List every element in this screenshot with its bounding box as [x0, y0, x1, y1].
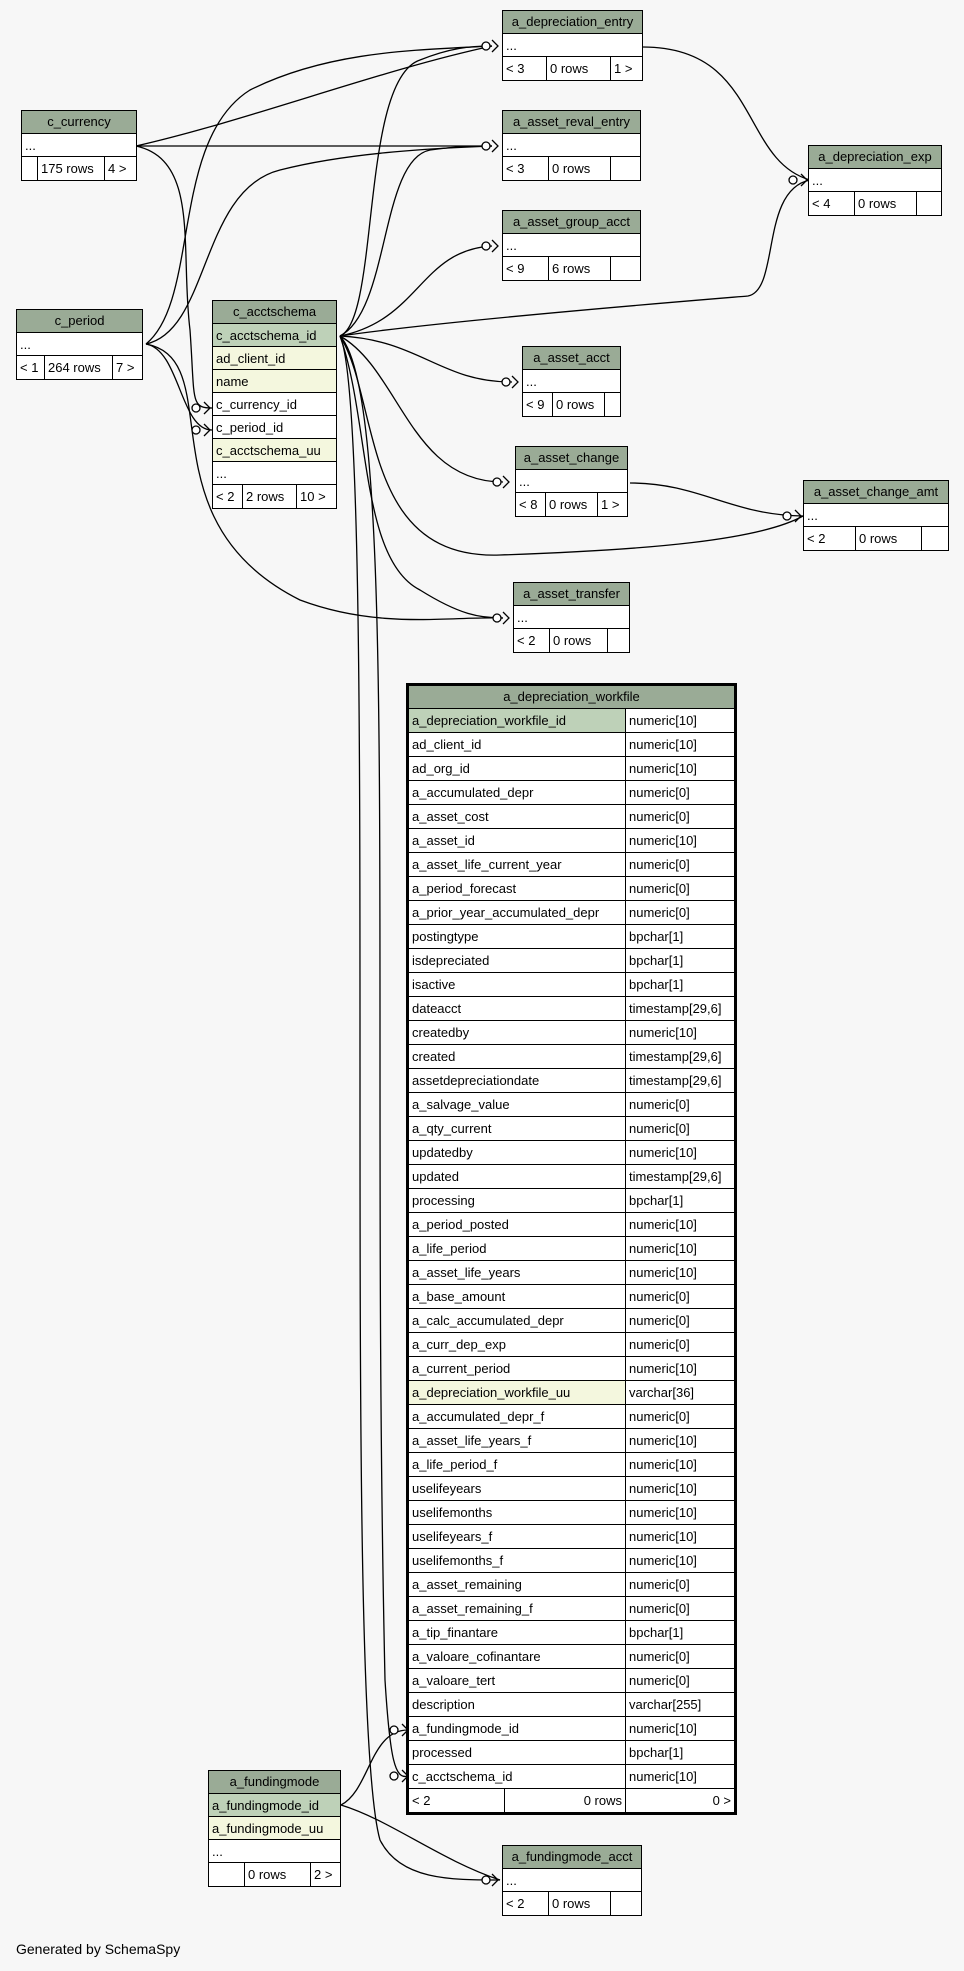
column-row[interactable] — [409, 1717, 734, 1741]
column-type: numeric[0] — [629, 1409, 690, 1424]
column-row[interactable]: c_acctschema_uu — [213, 439, 336, 462]
table-a_asset_group_acct[interactable] — [502, 210, 641, 281]
column-type: numeric[0] — [629, 1121, 690, 1136]
column-type: numeric[10] — [629, 1769, 697, 1784]
column-row[interactable]: ad_client_id — [213, 347, 336, 370]
column-row[interactable]: ... — [503, 34, 642, 57]
table-header: a_asset_acct — [523, 347, 620, 370]
column-name: a_asset_remaining_f — [409, 1597, 626, 1620]
parents-count[interactable]: < 2 — [503, 1892, 549, 1915]
column-name: isdepreciated — [409, 949, 626, 972]
column-row[interactable] — [409, 805, 734, 829]
column-type: numeric[0] — [629, 881, 690, 896]
column-row[interactable]: ... — [503, 134, 640, 157]
row-count: 0 rows — [553, 393, 605, 416]
column-type: numeric[10] — [629, 833, 697, 848]
column-row[interactable]: ... — [209, 1840, 340, 1863]
column-row[interactable] — [409, 1333, 734, 1357]
column-type: numeric[10] — [629, 1265, 697, 1280]
column-row[interactable] — [409, 781, 734, 805]
row-count: 0 rows — [549, 1892, 611, 1915]
table-footer — [523, 393, 620, 416]
column-row[interactable]: ... — [514, 606, 629, 629]
row-count: 0 rows — [245, 1863, 311, 1886]
column-row[interactable]: ... — [22, 134, 136, 157]
column-type: numeric[0] — [629, 1313, 690, 1328]
column-name: updated — [409, 1165, 626, 1188]
table-footer — [209, 1863, 340, 1886]
table-footer — [17, 356, 142, 379]
column-type: varchar[36] — [629, 1385, 695, 1400]
row-count: 0 rows — [547, 57, 611, 80]
table-footer — [514, 629, 629, 652]
column-type: timestamp[29,6] — [629, 1169, 722, 1184]
column-row[interactable]: ... — [809, 169, 941, 192]
column-name: a_asset_id — [409, 829, 626, 852]
column-type: numeric[0] — [629, 1337, 690, 1352]
table-header: a_fundingmode — [209, 1771, 340, 1794]
column-type: bpchar[1] — [629, 977, 684, 992]
column-row[interactable] — [409, 1525, 734, 1549]
table-header: a_asset_change — [516, 447, 627, 470]
row-count: 6 rows — [549, 257, 611, 280]
column-name: updatedby — [409, 1141, 626, 1164]
column-name: description — [409, 1693, 626, 1716]
column-type: numeric[0] — [629, 1577, 690, 1592]
generated-by-note: Generated by SchemaSpy — [16, 1941, 181, 1957]
column-type: numeric[10] — [629, 1025, 697, 1040]
children-count[interactable] — [608, 629, 629, 652]
column-type: numeric[10] — [629, 1505, 697, 1520]
table-a_fundingmode[interactable] — [208, 1770, 341, 1887]
column-row[interactable] — [409, 1405, 734, 1429]
column-name: processed — [409, 1741, 626, 1764]
column-row[interactable]: a_fundingmode_id — [209, 1794, 340, 1817]
column-type: numeric[10] — [629, 1361, 697, 1376]
column-name: a_salvage_value — [409, 1093, 626, 1116]
children-count[interactable]: 1 > — [614, 61, 633, 76]
column-name: processing — [409, 1189, 626, 1212]
column-type: numeric[10] — [629, 1721, 697, 1736]
column-name: a_asset_life_years — [409, 1261, 626, 1284]
children-count[interactable]: 2 > — [314, 1867, 333, 1882]
column-type: numeric[10] — [629, 1433, 697, 1448]
row-count: 0 rows — [550, 629, 608, 652]
column-name: a_life_period — [409, 1237, 626, 1260]
column-row[interactable] — [409, 1093, 734, 1117]
column-row[interactable] — [409, 1765, 734, 1789]
column-name: a_asset_life_current_year — [409, 853, 626, 876]
table-a_asset_transfer[interactable] — [513, 582, 630, 653]
children-count[interactable] — [605, 393, 620, 416]
column-row[interactable]: a_fundingmode_uu — [209, 1817, 340, 1840]
column-name: a_depreciation_workfile_id — [409, 709, 626, 732]
table-footer — [213, 485, 336, 508]
column-row[interactable] — [409, 1309, 734, 1333]
column-type: numeric[0] — [629, 1289, 690, 1304]
parents-count[interactable]: < 3 — [503, 157, 549, 180]
column-type: timestamp[29,6] — [629, 1049, 722, 1064]
column-row[interactable] — [409, 901, 734, 925]
column-row[interactable] — [409, 1741, 734, 1765]
column-type: numeric[10] — [629, 1241, 697, 1256]
column-type: numeric[0] — [629, 785, 690, 800]
column-name: a_period_forecast — [409, 877, 626, 900]
column-type: bpchar[1] — [629, 1625, 684, 1640]
column-name: a_calc_accumulated_depr — [409, 1309, 626, 1332]
parents-count[interactable]: < 8 — [516, 493, 546, 516]
column-row[interactable] — [409, 1213, 734, 1237]
table-header: a_asset_reval_entry — [503, 111, 640, 134]
column-type: bpchar[1] — [629, 1193, 684, 1208]
table-header: a_asset_transfer — [514, 583, 629, 606]
column-name: assetdepreciationdate — [409, 1069, 626, 1092]
column-name: a_depreciation_workfile_uu — [409, 1381, 626, 1404]
row-count: 175 rows — [38, 157, 105, 180]
table-footer — [804, 527, 948, 550]
column-row[interactable] — [409, 1573, 734, 1597]
column-row[interactable]: c_acctschema_id — [213, 324, 336, 347]
column-name: a_asset_remaining — [409, 1573, 626, 1596]
column-row[interactable] — [409, 1381, 734, 1405]
table-c_currency[interactable] — [21, 110, 137, 181]
column-type: bpchar[1] — [629, 929, 684, 944]
column-name: postingtype — [409, 925, 626, 948]
column-name: uselifeyears_f — [409, 1525, 626, 1548]
column-name: createdby — [409, 1021, 626, 1044]
table-c_period[interactable] — [16, 309, 143, 380]
column-name: a_tip_finantare — [409, 1621, 626, 1644]
column-row[interactable] — [409, 925, 734, 949]
parents-count[interactable]: < 9 — [503, 257, 549, 280]
column-row[interactable]: ... — [804, 504, 948, 527]
column-name: a_qty_current — [409, 1117, 626, 1140]
column-row[interactable] — [409, 949, 734, 973]
column-name: a_curr_dep_exp — [409, 1333, 626, 1356]
column-name: uselifeyears — [409, 1477, 626, 1500]
column-row[interactable] — [409, 1549, 734, 1573]
row-count: 2 rows — [243, 485, 297, 508]
column-row[interactable] — [409, 877, 734, 901]
column-name: ad_org_id — [409, 757, 626, 780]
column-name: a_life_period_f — [409, 1453, 626, 1476]
parents-count[interactable] — [209, 1863, 245, 1886]
column-row[interactable] — [409, 1501, 734, 1525]
row-count: 0 rows — [546, 493, 598, 516]
column-type: varchar[255] — [629, 1697, 702, 1712]
table-a_depreciation_workfile[interactable] — [406, 683, 737, 1815]
column-row[interactable]: ... — [523, 370, 620, 393]
column-type: numeric[0] — [629, 1673, 690, 1688]
column-type: numeric[0] — [629, 1601, 690, 1616]
column-row[interactable]: name — [213, 370, 336, 393]
row-count: 0 rows — [856, 527, 922, 550]
column-type: numeric[0] — [629, 857, 690, 872]
table-header: a_asset_group_acct — [503, 211, 640, 234]
column-row[interactable] — [409, 1429, 734, 1453]
table-a_asset_reval_entry[interactable] — [502, 110, 641, 181]
column-row[interactable] — [409, 1045, 734, 1069]
column-row[interactable]: ... — [516, 470, 627, 493]
column-type: numeric[0] — [629, 1649, 690, 1664]
table-footer — [809, 192, 941, 215]
column-row[interactable]: c_currency_id — [213, 393, 336, 416]
column-type: numeric[0] — [629, 809, 690, 824]
column-row[interactable] — [409, 829, 734, 853]
column-row[interactable] — [409, 1261, 734, 1285]
table-footer — [503, 257, 640, 280]
column-row[interactable] — [409, 1645, 734, 1669]
table-header: a_fundingmode_acct — [503, 1846, 641, 1869]
parents-count[interactable]: < 4 — [809, 192, 855, 215]
children-count[interactable] — [917, 192, 941, 215]
table-footer — [516, 493, 627, 516]
column-name: a_valoare_cofinantare — [409, 1645, 626, 1668]
children-count[interactable] — [922, 527, 948, 550]
column-type: bpchar[1] — [629, 1745, 684, 1760]
row-count: 0 rows — [505, 1789, 626, 1812]
children-count[interactable]: 4 > — [108, 161, 127, 176]
column-name: a_asset_cost — [409, 805, 626, 828]
column-type: numeric[10] — [629, 1529, 697, 1544]
column-row[interactable] — [409, 757, 734, 781]
column-row[interactable] — [409, 1141, 734, 1165]
column-name: a_accumulated_depr — [409, 781, 626, 804]
table-a_asset_change[interactable] — [515, 446, 628, 517]
column-row[interactable] — [409, 1117, 734, 1141]
column-name: uselifemonths — [409, 1501, 626, 1524]
children-count[interactable] — [611, 257, 640, 280]
column-row[interactable] — [409, 1165, 734, 1189]
children-count[interactable] — [611, 1892, 641, 1915]
table-header: c_period — [17, 310, 142, 333]
table-footer — [503, 57, 642, 80]
table-a_depreciation_exp[interactable] — [808, 145, 942, 216]
column-row[interactable] — [409, 1069, 734, 1093]
column-row[interactable] — [409, 733, 734, 757]
column-name: uselifemonths_f — [409, 1549, 626, 1572]
column-type: numeric[0] — [629, 1097, 690, 1112]
parents-count[interactable]: < 2 — [804, 527, 856, 550]
column-row[interactable] — [409, 1621, 734, 1645]
column-row[interactable] — [409, 1021, 734, 1045]
table-footer — [503, 157, 640, 180]
column-type: numeric[10] — [629, 713, 697, 728]
children-count[interactable]: 0 > — [712, 1793, 731, 1808]
column-type: numeric[0] — [629, 905, 690, 920]
column-row[interactable] — [409, 853, 734, 877]
table-a_asset_acct[interactable] — [522, 346, 621, 417]
column-name: a_fundingmode_id — [409, 1717, 626, 1740]
column-name: a_asset_life_years_f — [409, 1429, 626, 1452]
column-type: numeric[10] — [629, 737, 697, 752]
column-row[interactable]: ... — [213, 462, 336, 485]
parents-count[interactable]: < 2 — [514, 629, 550, 652]
column-name: created — [409, 1045, 626, 1068]
children-count[interactable]: 7 > — [116, 360, 135, 375]
table-footer — [503, 1892, 641, 1915]
row-count: 0 rows — [855, 192, 917, 215]
column-row[interactable] — [409, 1189, 734, 1213]
children-count[interactable]: 1 > — [601, 497, 620, 512]
column-type: numeric[10] — [629, 1145, 697, 1160]
table-header: a_depreciation_workfile — [409, 686, 734, 709]
column-name: ad_client_id — [409, 733, 626, 756]
column-name: a_base_amount — [409, 1285, 626, 1308]
table-a_fundingmode_acct[interactable] — [502, 1845, 642, 1916]
column-row[interactable] — [409, 1597, 734, 1621]
table-header: c_acctschema — [213, 301, 336, 324]
column-row[interactable] — [409, 1477, 734, 1501]
parents-count[interactable]: < 2 — [213, 485, 243, 508]
column-row[interactable] — [409, 1453, 734, 1477]
column-row[interactable] — [409, 973, 734, 997]
table-header: a_depreciation_entry — [503, 11, 642, 34]
column-name: a_valoare_tert — [409, 1669, 626, 1692]
column-row[interactable] — [409, 1285, 734, 1309]
parents-count[interactable]: < 3 — [503, 57, 547, 80]
column-type: bpchar[1] — [629, 953, 684, 968]
children-count[interactable]: 10 > — [300, 489, 326, 504]
table-header: a_asset_change_amt — [804, 481, 948, 504]
column-name: a_accumulated_depr_f — [409, 1405, 626, 1428]
column-name: a_current_period — [409, 1357, 626, 1380]
column-name: c_acctschema_id — [409, 1765, 626, 1788]
column-type: numeric[10] — [629, 1553, 697, 1568]
table-header: a_depreciation_exp — [809, 146, 941, 169]
column-row[interactable] — [409, 1357, 734, 1381]
column-type: numeric[10] — [629, 1217, 697, 1232]
column-type: timestamp[29,6] — [629, 1001, 722, 1016]
row-count: 0 rows — [549, 157, 611, 180]
parents-count[interactable]: < 2 — [409, 1789, 505, 1812]
table-footer — [22, 157, 136, 180]
column-row[interactable]: c_period_id — [213, 416, 336, 439]
parents-count[interactable]: < 9 — [523, 393, 553, 416]
row-count: 264 rows — [45, 356, 113, 379]
table-footer — [409, 1789, 734, 1812]
column-type: numeric[10] — [629, 1457, 697, 1472]
table-a_asset_change_amt[interactable] — [803, 480, 949, 551]
column-type: numeric[10] — [629, 1481, 697, 1496]
column-name: a_prior_year_accumulated_depr — [409, 901, 626, 924]
column-row[interactable] — [409, 1237, 734, 1261]
column-row[interactable] — [409, 1669, 734, 1693]
column-row[interactable]: ... — [17, 333, 142, 356]
column-name: dateacct — [409, 997, 626, 1020]
column-type: numeric[10] — [629, 761, 697, 776]
column-row[interactable] — [409, 709, 734, 733]
parents-count[interactable]: < 1 — [17, 356, 45, 379]
table-header: c_currency — [22, 111, 136, 134]
column-row[interactable] — [409, 997, 734, 1021]
column-type: timestamp[29,6] — [629, 1073, 722, 1088]
column-row[interactable]: ... — [503, 234, 640, 257]
column-name: a_period_posted — [409, 1213, 626, 1236]
table-a_depreciation_entry[interactable] — [502, 10, 643, 81]
parents-count[interactable] — [22, 157, 38, 180]
table-c_acctschema[interactable] — [212, 300, 337, 509]
children-count[interactable] — [611, 157, 640, 180]
column-row[interactable]: ... — [503, 1869, 641, 1892]
column-row[interactable] — [409, 1693, 734, 1717]
column-name: isactive — [409, 973, 626, 996]
